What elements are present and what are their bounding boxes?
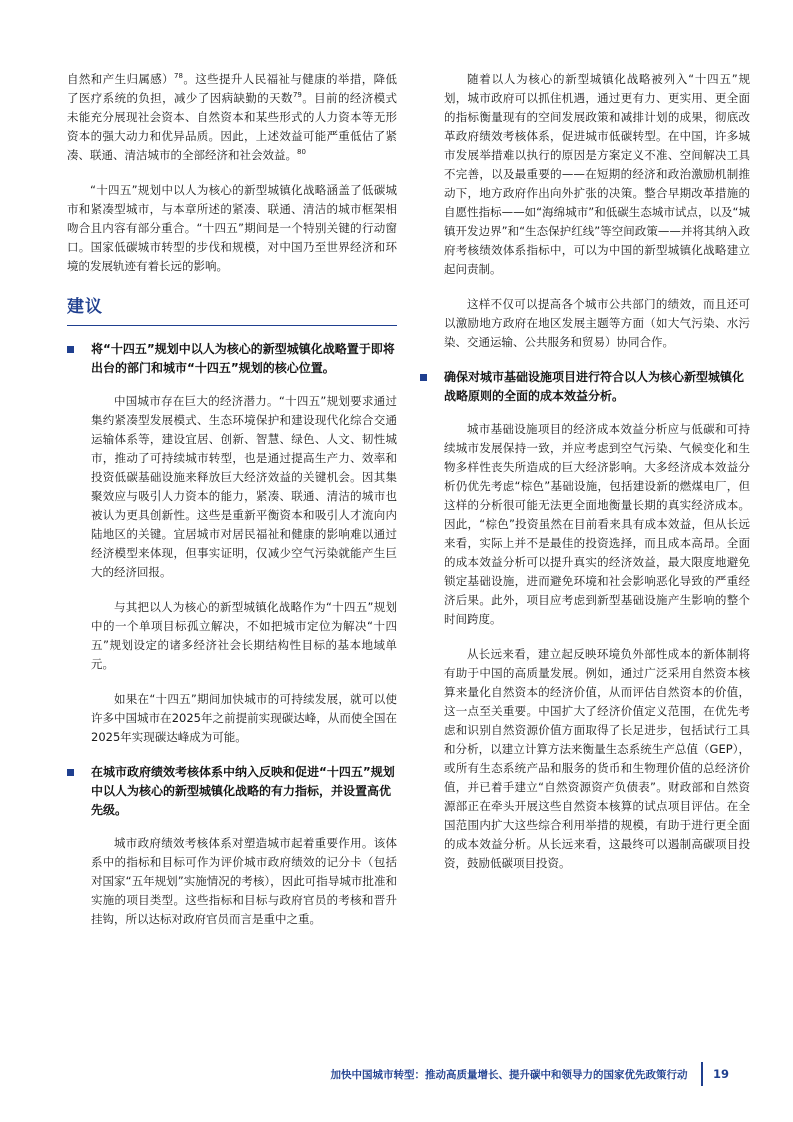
recommendation-body <box>444 70 750 352</box>
recommendation-heading-text: 确保对城市基础设施项目进行符合以人为核心新型城镇化战略原则的全面的成本效益分析。 <box>444 370 745 403</box>
intro-text-1: 自然和产生归属感） <box>67 72 175 86</box>
footnote-ref[interactable]: 78 <box>174 72 183 81</box>
bullet-square-icon <box>67 769 74 776</box>
recommendation-heading-text: 在城市政府绩效考核体系中纳入反映和促进“十四五”规划中以人为核心的新型城镇化战略的有力指标，并设置高优先级。 <box>91 765 395 817</box>
body-paragraph: 这样不仅可以提高各个城市公共部门的绩效，而且还可以激励地方政府在地区发展主题等方面（如大气污染、水污染、交通运输、公共服务和贸易）协同合作。 <box>444 297 750 349</box>
body-paragraph: 如果在“十四五”期间加快城市的可持续发展，就可以使许多中国城市在2025年之前提前实现碳达峰，从而使全国在2025年实现碳达峰成为可能。 <box>91 692 397 744</box>
body-paragraph: 中国城市存在巨大的经济潜力。“十四五”规划要求通过集约紧凑型发展模式、生态环境保护和建设现代化综合交通运输体系等，建设宜居、创新、智慧、绿色、人文、韧性城市，推动了可持续城市转型，也是通过提高生产力、效率和投资低碳基础设施来释放巨大经济效益的关键机会。因其集聚效应与吸引人力资本的能力，紧凑、联通、清洁的城市也被认为更具创新性。这些是重新平衡资本和吸引人才流向内陆地区的关键。宜居城市对居民福祉和健康的影响难以通过经济模型来体现，但事实证明，仅减少空气污染就能产生巨大的经济回报。 <box>91 394 397 579</box>
bullet-square-icon <box>420 374 427 381</box>
body-paragraph: 城市基础设施项目的经济成本效益分析应与低碳和可持续城市发展保持一致，并应考虑到空气污染、气候变化和生物多样性丧失所造成的巨大经济影响。大多经济成本效益分析仍优先考虑“棕色”基础设施，包括建设新的燃煤电厂，但这样的分析很可能无法更全面地衡量长期的真实经济成本。因此，“棕色”投资虽然在目前看来具有成本效益，但从长远来看，实际上并不是最佳的投资选择，而且成本高昂。全面的成本效益分析可以提升真实的经济效益，最大限度地避免锁定基础设施，进而避免环境和社会影响恶化导致的严重经济后果。此外，项目应考虑到新型基础设施产生影响的整个时间跨度。 <box>444 422 750 626</box>
right-column <box>420 70 750 889</box>
recommendation-heading <box>67 763 397 820</box>
recommendation-body <box>91 392 397 747</box>
page-footer <box>330 1062 729 1086</box>
body-paragraph: 与其把以人为核心的新型城镇化战略作为“十四五”规划中的一个单项目标孤立解决，不如把城市定位为解决“十四五”规划设定的诸多经济社会长期结构性目标的基本地域单元。 <box>91 600 397 671</box>
recommendation-body <box>444 420 750 873</box>
bullet-square-icon <box>67 346 74 353</box>
page-number: 19 <box>712 1067 729 1081</box>
intro-text-2: 。这些提升人民福祉与健康的举措，降低了医疗系统的负担，减少了因病缺勤的天数 <box>67 72 398 105</box>
footnote-ref[interactable]: 80 <box>297 148 306 157</box>
recommendation-body <box>91 834 397 929</box>
section-title: 建议 <box>67 292 397 326</box>
recommendation-heading <box>67 340 397 378</box>
intro-paragraph <box>67 70 397 165</box>
footnote-ref[interactable]: 79 <box>292 91 302 100</box>
recommendation-heading-text: 将“十四五”规划中以人为核心的新型城镇化战略置于即将出台的部门和城市“十四五”规划的核心位置。 <box>91 342 395 375</box>
intro-text-3: 。目前的经济模式未能充分展现社会资本、自然资本和某些形式的人力资本等无形资本的强大动力和优异品质。因此，上述效益可能严重低估了紧凑、联通、清洁城市的全部经济和社会效益。 <box>67 91 398 162</box>
footer-divider <box>701 1062 703 1086</box>
footer-title: 加快中国城市转型：推动高质量增长、提升碳中和领导力的国家优先政策行动 <box>330 1068 688 1081</box>
body-paragraph: 城市政府绩效考核体系对塑造城市起着重要作用。该体系中的指标和目标可作为评价城市政府绩效的记分卡（包括对国家“五年规划”实施情况的考核），因此可指导城市批准和实施的项目类型。这些指标和目标与政府官员的考核和晋升挂钩，所以达标对政府官员而言是重中之重。 <box>91 836 397 926</box>
body-paragraph: “十四五”规划中以人为核心的新型城镇化战略涵盖了低碳城市和紧凑型城市，与本章所述的紧凑、联通、清洁的城市框架相吻合且内容有部分重合。“十四五”期间是一个特别关键的行动窗口。国家低碳城市转型的步伐和规模，对中国乃至世界经济和环境的发展轨迹有着长远的影响。 <box>67 183 397 273</box>
left-column <box>67 70 397 945</box>
recommendation-heading <box>420 368 750 406</box>
body-paragraph: 随着以人为核心的新型城镇化战略被列入“十四五”规划，城市政府可以抓住机遇，通过更有力、更实用、更全面的指标衡量现有的空间发展政策和减排计划的成果，彻底改革政府绩效考核体系，促进城市低碳转型。在中国，许多城市发展举措难以执行的原因是方案定义不准、空间解决工具不完善，以及最重要的——在短期的经济和政治激励机制推动下，地方政府作出向外扩张的决策。整合早期改革措施的自愿性指标——如“海绵城市”和低碳生态城市试点，以及“城镇开发边界”和“生态保护红线”等空间政策——并将其纳入政府考核绩效体系指标中，可以为中国的新型城镇化战略建立起问责制。 <box>444 72 750 276</box>
body-paragraph: 从长远来看，建立起反映环境负外部性成本的新体制将有助于中国的高质量发展。例如，通过广泛采用自然资本核算来量化自然资本的经济价值，从而评估自然资本的价值，这一点至关重要。中国扩大了经济价值定义范围，在优先考虑和识别自然资源价值方面取得了长足进步，包括试行工具和分析，以建立计算方法来衡量生态系统生产总值（GEP），或所有生态系统产品和服务的货币和生物理价值的总经济价值，并已着手建立“自然资源资产负债表”。财政部和自然资源部正在牵头开展这些自然资本核算的试点项目评估。在全国范围内扩大这些综合利用举措的规模，有助于进行更全面的成本效益分析。从长远来看，这最终可以遏制高碳项目投资，鼓励低碳项目投资。 <box>444 647 750 870</box>
